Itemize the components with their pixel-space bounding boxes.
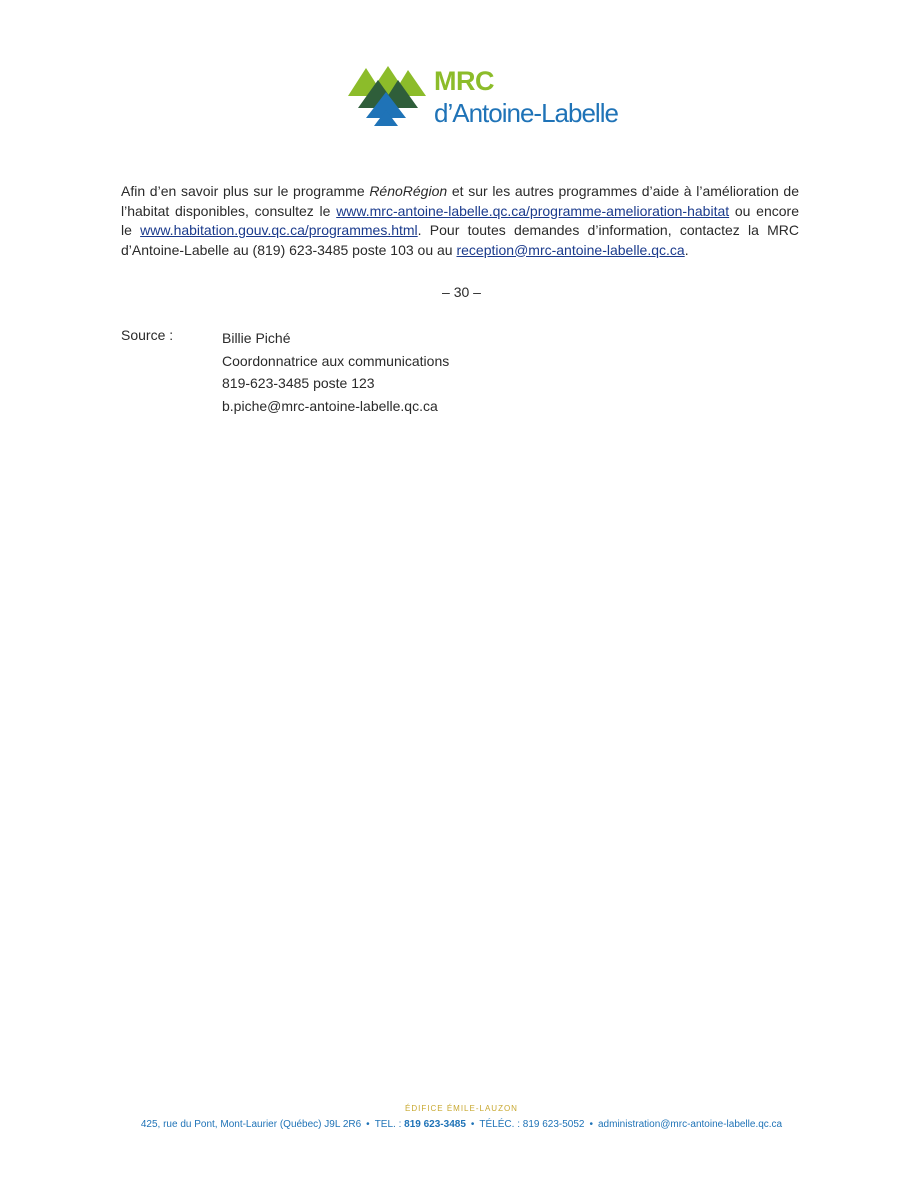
footer-building-name: ÉDIFICE ÉMILE-LAUZON xyxy=(405,1104,518,1113)
footer-fax: TÉLÉC. : 819 623-5052 xyxy=(479,1119,585,1130)
end-marker: – 30 – xyxy=(442,284,481,300)
program-link-mrc[interactable]: www.mrc-antoine-labelle.qc.ca/programme-amelioration-habitat xyxy=(336,202,730,219)
footer-tel-label: TEL. : xyxy=(374,1119,402,1130)
mrc-logo xyxy=(348,66,618,132)
footer-address: 425, rue du Pont, Mont-Laurier (Québec) J9L 2R6 xyxy=(140,1119,362,1130)
footer-email: administration@mrc-antoine-labelle.qc.ca xyxy=(598,1119,783,1130)
paragraph-text: et sur les autres programmes d’aide à l’amélioration de l’habitat disponibles, consultez le xyxy=(121,183,799,219)
program-link-habitation[interactable]: www.habitation.gouv.qc.ca/programmes.html xyxy=(140,222,418,238)
source-name: Billie Piché xyxy=(222,330,291,346)
paragraph-text: Afin d’en savoir plus sur le programme xyxy=(121,183,370,199)
footer-contact-line xyxy=(0,1119,923,1130)
reception-email-link[interactable]: reception@mrc-antoine-labelle.qc.ca xyxy=(456,241,685,258)
logo-text-name: d’Antoine-Labelle xyxy=(434,98,618,128)
source-contact xyxy=(222,327,449,417)
source-title: Coordonnatrice aux communications xyxy=(222,352,450,369)
mountain-logo-icon xyxy=(348,66,428,128)
source-label: Source : xyxy=(121,327,174,343)
footer-bullet: • xyxy=(470,1119,475,1130)
logo-text-mrc: MRC xyxy=(434,66,494,96)
paragraph-text: . xyxy=(684,241,689,258)
footer-bullet: • xyxy=(589,1119,593,1130)
source-phone: 819-623-3485 poste 123 xyxy=(222,375,375,391)
program-name: RénoRégion xyxy=(369,183,448,199)
paragraph-text: . Pour toutes demandes d’information, contactez la MRC d’Antoine-Labelle au (819) 623-3485 poste 103 ou au xyxy=(121,222,799,258)
footer-bullet: • xyxy=(366,1119,370,1130)
info-paragraph xyxy=(121,182,799,260)
footer-tel: 819 623-3485 xyxy=(404,1119,466,1130)
paragraph-text: ou encore le xyxy=(121,202,799,238)
source-email: b.piche@mrc-antoine-labelle.qc.ca xyxy=(222,397,438,414)
